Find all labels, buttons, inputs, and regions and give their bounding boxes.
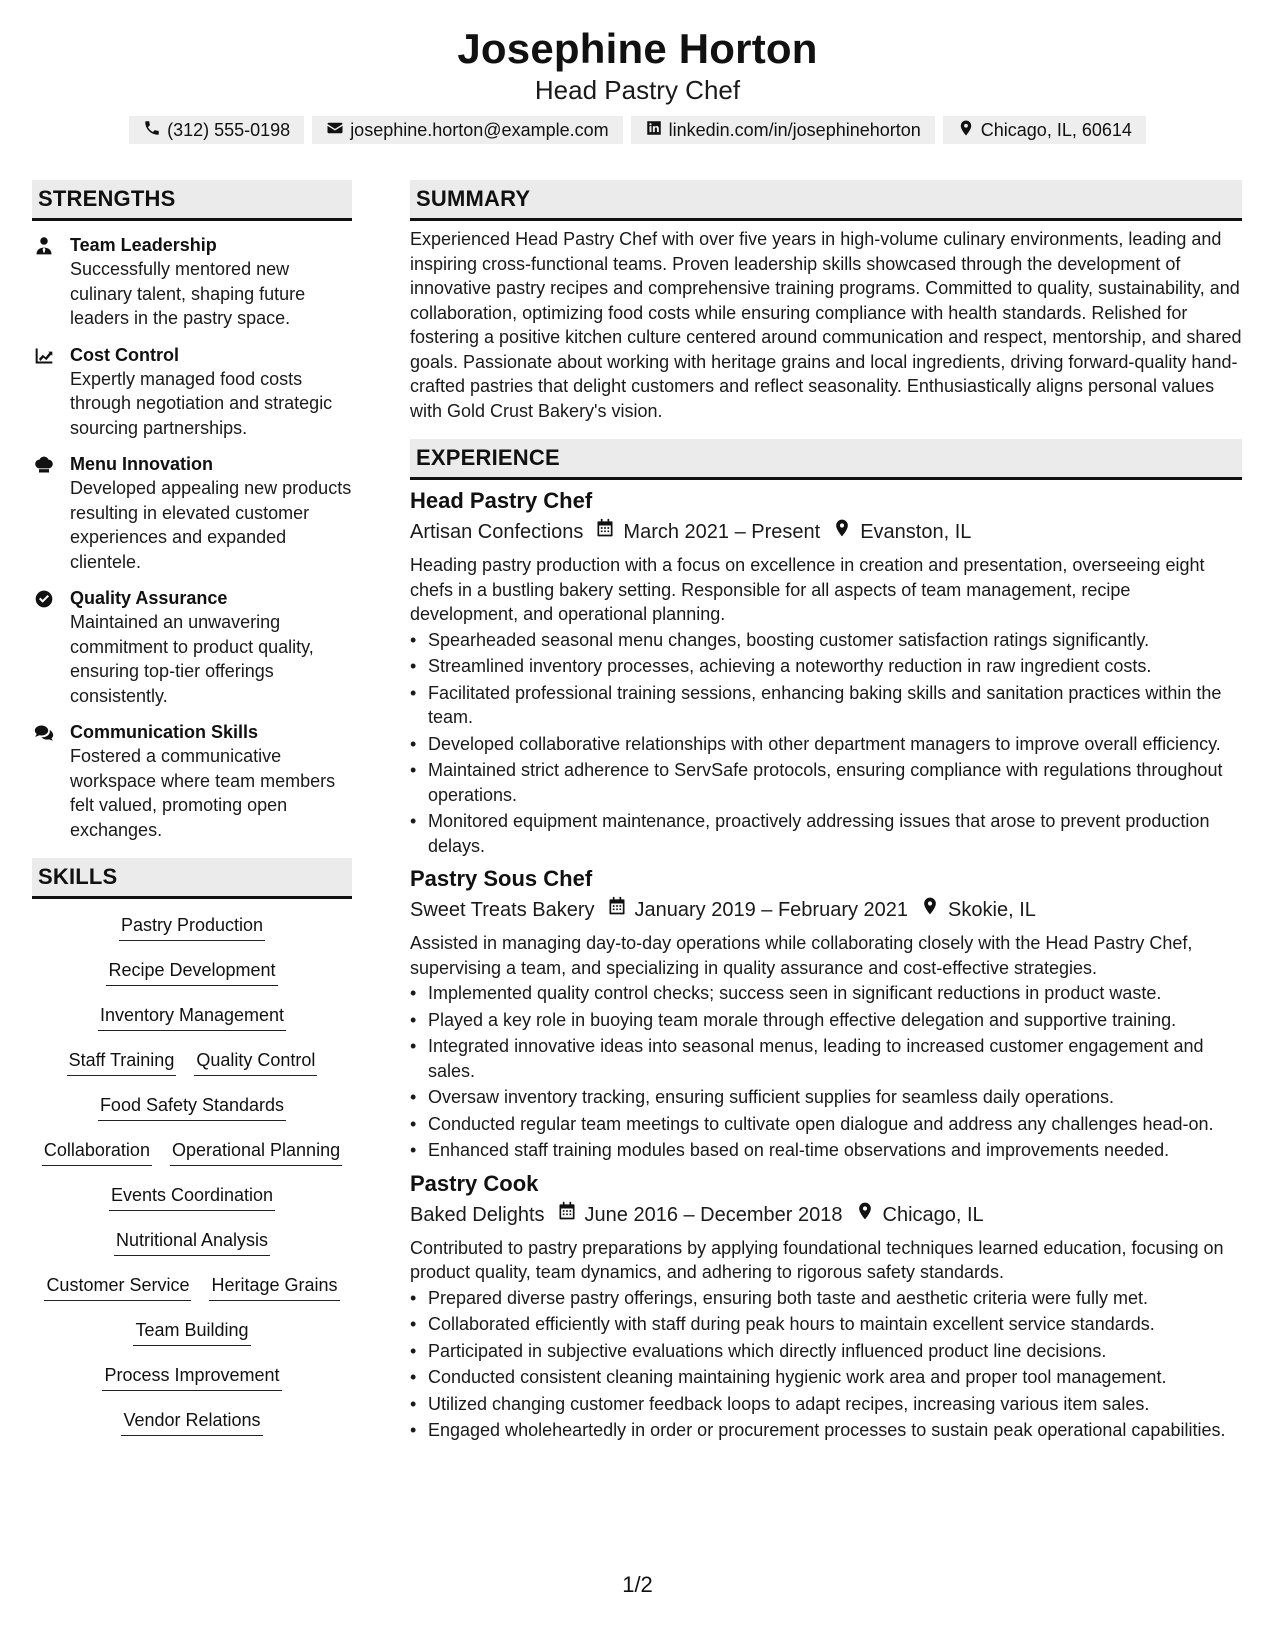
experience-heading: EXPERIENCE: [410, 439, 1242, 480]
job-location: Evanston, IL: [860, 521, 972, 543]
job-meta: [410, 517, 1242, 547]
summary-heading: SUMMARY: [410, 180, 1242, 221]
phone-text: (312) 555-0198: [167, 119, 291, 140]
job-dates: March 2021 – Present: [623, 521, 821, 543]
skill-tag: Recipe Development: [106, 958, 277, 986]
email-text: josephine.horton@example.com: [350, 119, 609, 140]
comments-icon: [32, 720, 70, 842]
experience-section: [410, 439, 1242, 1443]
skill-row: [32, 1269, 352, 1314]
strength-item: [32, 233, 352, 331]
calendar-icon: [545, 1200, 585, 1230]
skills-list: [32, 909, 352, 1449]
contact-linkedin[interactable]: [631, 116, 935, 144]
job-meta: [410, 895, 1242, 925]
map-pin-icon: [820, 517, 860, 547]
company-name: Baked Delights: [410, 1203, 545, 1226]
job-bullet: • Monitored equipment maintenance, proactively addressing issues that arose to prevent production delays.: [410, 809, 1242, 858]
skill-row: [32, 1359, 352, 1404]
calendar-icon: [583, 517, 623, 547]
skill-row: [32, 1044, 352, 1089]
job-bullet: • Enhanced staff training modules based on real-time observations and improvements needed.: [410, 1138, 1242, 1163]
location-text: Chicago, IL, 60614: [980, 119, 1132, 140]
job-meta: [410, 1200, 1242, 1230]
strengths-heading: STRENGTHS: [32, 180, 352, 221]
candidate-name: Josephine Horton: [457, 25, 818, 72]
job-bullet: • Facilitated professional training sessions, enhancing baking skills and sanitation practices within the team.: [410, 681, 1242, 730]
job-entry: [410, 1169, 1242, 1443]
job-bullet: • Maintained strict adherence to ServSafe protocols, ensuring compliance with regulations throughout operations.: [410, 758, 1242, 807]
chart-line-icon: [32, 343, 70, 441]
skill-tag: Pastry Production: [119, 913, 265, 941]
strength-item: [32, 720, 352, 842]
summary-text: Experienced Head Pastry Chef with over five years in high-volume culinary environments, leading and inspiring cross-functional teams. Proven leadership skills showcased through the development of innovative pastry recipes and comprehensive training programs. Committed to quality, sustainability, and collaboration, optimizing food costs while ensuring compliance with health standards. Relished for fostering a positive kitchen culture centered around communication and respect, mentorship, and shared goals. Passionate about working with heritage grains and local ingredients, driving forward-quality hand-crafted pastries that delight customers and reflect seasonality. Enthusiastically aligns personal values with Gold Crust Bakery's vision.: [410, 229, 1242, 421]
job-location: Chicago, IL: [882, 1203, 984, 1226]
skills-heading: SKILLS: [32, 858, 352, 899]
job-bullet: • Implemented quality control checks; success seen in significant reductions in product waste.: [410, 981, 1242, 1006]
linkedin-text: linkedin.com/in/josephinehorton: [668, 119, 921, 140]
phone-icon: [143, 119, 161, 142]
job-bullet: • Conducted regular team meetings to cultivate open dialogue and address any challenges head-on.: [410, 1112, 1242, 1137]
job-bullet-list: [410, 628, 1242, 859]
check-circle-icon: [32, 586, 70, 708]
calendar-icon: [595, 895, 635, 925]
skill-row: [32, 1179, 352, 1224]
strength-item: [32, 586, 352, 708]
skill-tag: Team Building: [133, 1318, 250, 1346]
job-bullet: • Spearheaded seasonal menu changes, boosting customer satisfaction ratings significantly.: [410, 628, 1242, 653]
job-list: [410, 486, 1242, 1443]
job-entry: [410, 864, 1242, 1163]
strength-item: [32, 343, 352, 441]
job-bullet: • Oversaw inventory tracking, ensuring sufficient supplies for seamless daily operations.: [410, 1085, 1242, 1110]
skill-tag: Quality Control: [194, 1048, 317, 1076]
skill-tag: Inventory Management: [98, 1003, 286, 1031]
job-entry: [410, 486, 1242, 858]
user-tie-icon: [32, 233, 70, 331]
map-pin-icon: [908, 895, 948, 925]
skill-row: [32, 1089, 352, 1134]
skill-tag: Events Coordination: [109, 1183, 275, 1211]
resume-header: [0, 24, 1275, 144]
contact-phone[interactable]: [129, 116, 304, 144]
skill-tag: Collaboration: [42, 1138, 152, 1166]
skill-tag: Process Improvement: [102, 1363, 281, 1391]
page-number: 1/2: [622, 1572, 653, 1597]
contact-email[interactable]: [312, 116, 622, 144]
job-title: Head Pastry Chef: [410, 488, 593, 513]
job-dates: January 2019 – February 2021: [634, 899, 909, 921]
strength-title: Menu Innovation: [70, 454, 213, 474]
candidate-role: Head Pastry Chef: [534, 75, 741, 105]
job-bullet: • Prepared diverse pastry offerings, ensuring both taste and aesthetic criteria were fully met.: [410, 1286, 1242, 1311]
job-bullet: • Participated in subjective evaluations which directly influenced product line decisions.: [410, 1339, 1242, 1364]
skills-section: [32, 858, 352, 1449]
strength-desc: Maintained an unwavering commitment to product quality, ensuring top-tier offerings consistently.: [70, 612, 314, 706]
job-bullet: • Streamlined inventory processes, achieving a noteworthy reduction in raw ingredient costs.: [410, 654, 1242, 679]
left-column: [32, 180, 352, 1449]
map-pin-icon: [843, 1200, 883, 1230]
job-description: Heading pastry production with a focus on excellence in creation and presentation, overseeing eight chefs in a bustling bakery setting. Responsible for all aspects of team management, recipe development, and operational planning.: [410, 555, 1205, 624]
skill-tag: Nutritional Analysis: [114, 1228, 270, 1256]
job-description: Contributed to pastry preparations by applying foundational techniques learned education, focusing on product quality, team dynamics, and adhering to rigorous safety standards.: [410, 1237, 1224, 1282]
linkedin-icon: [645, 119, 663, 142]
job-bullet: • Developed collaborative relationships with other department managers to improve overall efficiency.: [410, 732, 1242, 757]
job-bullet: • Played a key role in buoying team morale through effective delegation and supportive training.: [410, 1008, 1242, 1033]
skill-row: [32, 1314, 352, 1359]
strength-title: Cost Control: [70, 344, 179, 365]
job-bullet-list: [410, 1286, 1242, 1443]
skill-row: [32, 999, 352, 1044]
skill-row: [32, 1134, 352, 1179]
job-bullet: • Collaborated efficiently with staff during peak hours to maintain excellent service standards.: [410, 1312, 1242, 1337]
strength-title: Team Leadership: [70, 235, 217, 255]
skill-row: [32, 954, 352, 999]
skill-tag: Staff Training: [67, 1048, 177, 1076]
skill-tag: Food Safety Standards: [98, 1093, 286, 1121]
right-column: [410, 180, 1242, 1445]
job-bullet: • Engaged wholeheartedly in order or procurement processes to sustain peak operational capabilities.: [410, 1418, 1242, 1443]
strength-title: Communication Skills: [70, 722, 259, 742]
job-title: Pastry Sous Chef: [410, 866, 593, 891]
job-title: Pastry Cook: [410, 1170, 539, 1196]
skill-tag: Vendor Relations: [121, 1408, 262, 1436]
contact-location: [943, 116, 1146, 144]
contact-bar: [0, 116, 1275, 144]
skill-tag: Operational Planning: [170, 1138, 342, 1166]
skill-tag: Customer Service: [44, 1273, 191, 1301]
map-pin-icon: [957, 119, 975, 142]
skill-row: [32, 909, 352, 954]
company-name: Sweet Treats Bakery: [410, 899, 595, 921]
job-bullet-list: [410, 981, 1242, 1163]
strength-title: Quality Assurance: [70, 588, 228, 608]
job-bullet: • Integrated innovative ideas into seasonal menus, leading to increased customer engagement and sales.: [410, 1034, 1242, 1083]
strength-desc: Fostered a communicative workspace where team members felt valued, promoting open exchanges.: [70, 746, 336, 840]
envelope-icon: [326, 119, 344, 142]
job-location: Skokie, IL: [948, 899, 1036, 921]
skill-row: [32, 1404, 352, 1449]
job-bullet: • Utilized changing customer feedback loops to adapt recipes, increasing various item sales.: [410, 1392, 1242, 1417]
job-dates: June 2016 – December 2018: [584, 1203, 843, 1226]
strength-desc: Expertly managed food costs through negotiation and strategic sourcing partnerships.: [70, 368, 333, 438]
skill-row: [32, 1224, 352, 1269]
strength-desc: Developed appealing new products resulting in elevated customer experiences and expanded clientele.: [70, 478, 352, 572]
strength-item: [32, 452, 352, 574]
skill-tag: Heritage Grains: [209, 1273, 339, 1301]
chef-hat-icon: [32, 452, 70, 574]
strength-desc: Successfully mentored new culinary talent, shaping future leaders in the pastry space.: [70, 259, 306, 328]
company-name: Artisan Confections: [410, 521, 584, 543]
job-bullet: • Conducted consistent cleaning maintaining hygienic work area and proper tool management.: [410, 1365, 1242, 1390]
job-description: Assisted in managing day-to-day operations while collaborating closely with the Head Pastry Chef, supervising a team, and specializing in quality assurance and cost-effective strategies.: [410, 933, 1193, 978]
strengths-list: [32, 233, 352, 842]
